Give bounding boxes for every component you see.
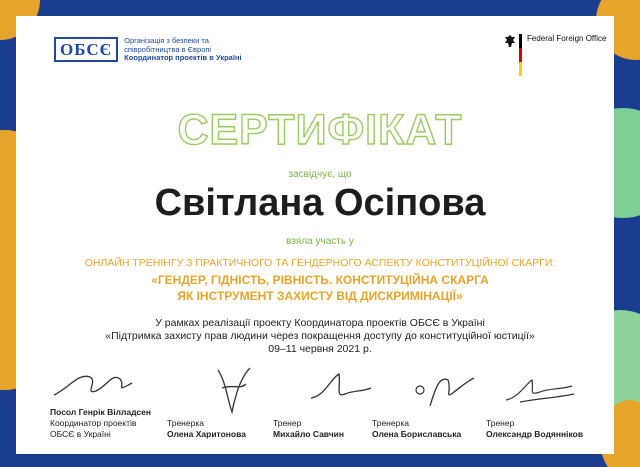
signatory-name: Олена Бориславська (372, 429, 462, 439)
signature-trainer-4 (500, 372, 580, 408)
signatory-role-1: Координатор проектів (50, 418, 137, 428)
signatory-name: Олександр Водянніков (486, 429, 584, 439)
signature-trainer-3 (410, 366, 480, 416)
signatory-role-2: ОБСЄ в Україні (50, 429, 111, 439)
signatory-name: Олена Харитонова (167, 429, 246, 439)
osce-logo: ОБСЄ (54, 37, 118, 62)
signature-trainer-1 (208, 362, 258, 417)
signatory-trainer-2 (273, 418, 344, 440)
certifies-text: засвідчує, що (288, 169, 352, 180)
german-flag-icon (519, 34, 522, 76)
osce-line-3: Координатор проектів в Україні (124, 53, 242, 62)
eagle-icon (504, 34, 516, 48)
ffo-label: Federal Foreign Office (527, 34, 607, 43)
dates: 09–11 червня 2021 р. (268, 343, 372, 355)
osce-line-1: Організація з безпеки та (124, 36, 209, 45)
signatory-role: Тренерка (167, 418, 204, 428)
osce-line-2: співробітництва в Європі (124, 44, 212, 54)
signature-trainer-2 (305, 368, 375, 408)
signatory-trainer-3 (372, 418, 461, 440)
osce-header (54, 37, 242, 63)
training-title-1: «ГЕНДЕР, ГІДНІСТЬ, РІВНІСТЬ. КОНСТИТУЦІЙНА СКАРГА (151, 273, 489, 287)
training-line: ОНЛАЙН ТРЕНІНГУ З ПРАКТИЧНОГО ТА ГЕНДЕРНОГО АСПЕКТУ КОНСТИТУЦІЙНОЇ СКАРГИ: (84, 257, 556, 269)
signatory-trainer-4 (486, 418, 583, 440)
participated-text: взяла участь у (286, 236, 354, 247)
signatory-role: Тренер (486, 418, 515, 428)
training-title-2: ЯК ІНСТРУМЕНТ ЗАХИСТУ ВІД ДИСКРИМІНАЦІЇ» (177, 289, 463, 303)
signatory-name: Посол Генрік Вілладсен (50, 407, 151, 417)
signatory-name: Михайло Савчин (273, 429, 344, 439)
project-line-1: У рамках реалізації проекту Координатора проектів ОБСЄ в Україні (155, 317, 485, 329)
signatory-role: Тренерка (372, 418, 409, 428)
signatory-ambassador (50, 407, 151, 440)
signature-ambassador (50, 365, 140, 405)
osce-org-text (124, 37, 241, 63)
project-line-2: «Підтримка захисту прав людини через покращення доступу до конституційної юстиції» (105, 330, 535, 342)
signatory-role: Тренер (273, 418, 302, 428)
recipient-name: Світлана Осіпова (154, 182, 486, 224)
signatory-trainer-1 (167, 418, 246, 440)
ffo-header (504, 34, 606, 76)
certificate-title: СЕРТИФІКАТ (177, 106, 463, 154)
